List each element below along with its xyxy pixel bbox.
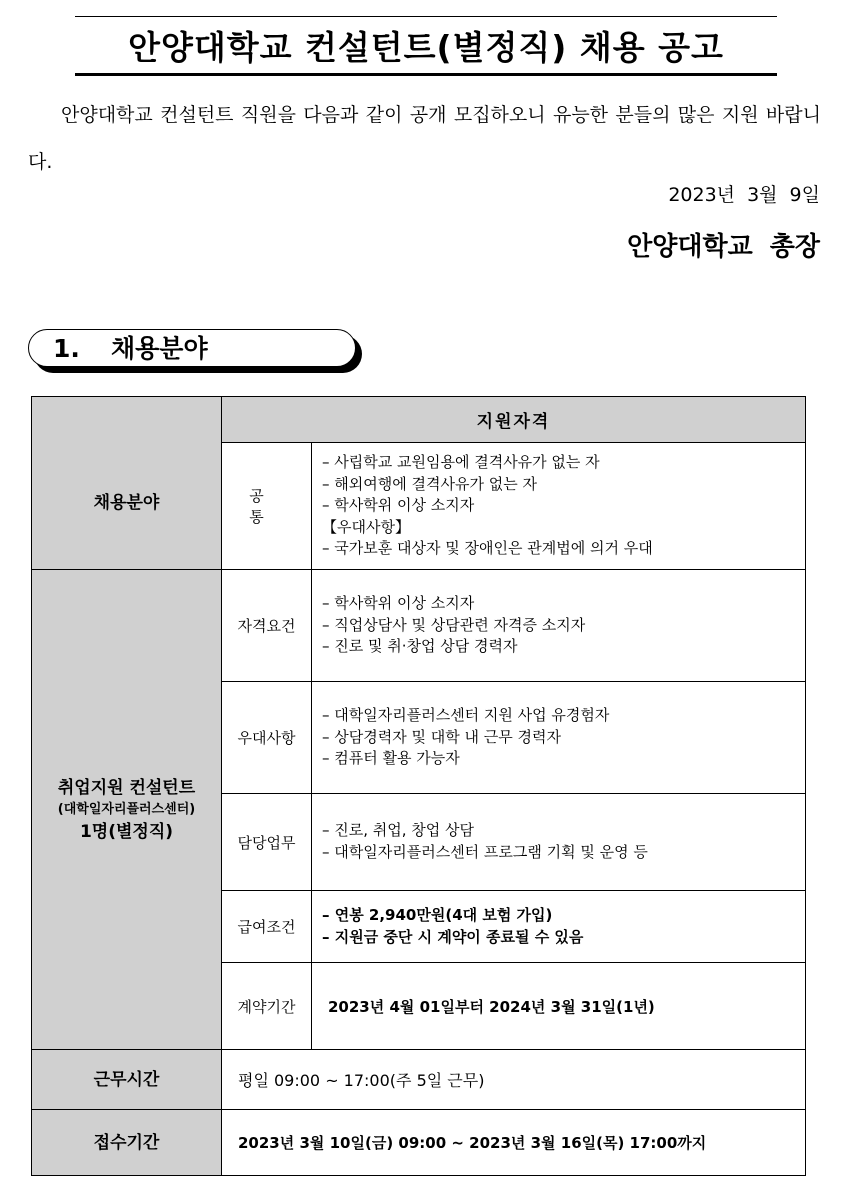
list-item: 【우대사항】 (322, 517, 410, 536)
recruitment-table (31, 396, 806, 1176)
page-title: 안양대학교 컨설턴트(별정직) 채용 공고 (128, 28, 724, 67)
application-value: 2023년 3월 10일(금) 09:00 ~ 2023년 3월 16일(목) 17:00까지 (222, 1110, 806, 1176)
list-item: – 해외여행에 결격사유가 없는 자 (322, 474, 537, 493)
field-label-cell (32, 397, 222, 570)
position-dept: (대학일자리플러스센터) (57, 801, 196, 817)
row-content (312, 794, 806, 891)
row-label: 자격요건 (222, 570, 312, 682)
list-item: – 직업상담사 및 상담관련 자격증 소지자 (322, 615, 586, 634)
list-item: – 진로, 취업, 창업 상담 (322, 821, 475, 840)
row-label: 급여조건 (222, 891, 312, 963)
position-info (32, 777, 221, 843)
list-item: – 지원금 중단 시 계약이 종료될 수 있음 (322, 927, 584, 946)
position-name: 취업지원 컨설턴트 (57, 777, 196, 798)
work-hours-value: 평일 09:00 ~ 17:00(주 5일 근무) (222, 1050, 806, 1110)
list-item: – 국가보훈 대상자 및 장애인은 관계법에 의거 우대 (322, 539, 653, 558)
list-item: – 학사학위 이상 소지자 (322, 496, 475, 515)
application-label: 접수기간 (32, 1110, 222, 1176)
signature: 안양대학교 총장 (627, 232, 820, 262)
row-content (312, 682, 806, 794)
list-item: – 대학일자리플러스센터 프로그램 기획 및 운영 등 (322, 843, 648, 861)
list-item: – 학사학위 이상 소지자 (322, 594, 475, 613)
position-count: 1명(별정직) (79, 821, 174, 842)
list-item: – 연봉 2,940만원(4대 보험 가입) (322, 905, 553, 924)
section-number: 1. (53, 334, 80, 363)
common-label: 공 통 (222, 443, 312, 570)
row-label: 우대사항 (222, 682, 312, 794)
list-item: – 상담경력자 및 대학 내 근무 경력자 (322, 727, 561, 746)
intro-paragraph: 안양대학교 컨설턴트 직원을 다음과 같이 공개 모집하오니 유능한 분들의 많은 지원 바랍니다. (28, 104, 821, 173)
position-cell (32, 570, 222, 1050)
list-item: – 사립학교 교원임용에 결격사유가 없는 자 (322, 453, 600, 472)
row-content (312, 891, 806, 963)
section-heading (28, 329, 356, 367)
list-item: – 대학일자리플러스센터 지원 사업 유경험자 (322, 706, 610, 725)
title-bottom-rule (75, 73, 777, 76)
announcement-date: 2023년 3월 9일 (668, 184, 820, 206)
qualification-header: 지원자격 (222, 397, 806, 443)
row-content (312, 570, 806, 682)
field-label: 채용분야 (93, 493, 160, 513)
list-item: – 진로 및 취·창업 상담 경력자 (322, 637, 518, 656)
row-label: 담당업무 (222, 794, 312, 891)
title-top-rule (75, 16, 777, 17)
work-hours-label: 근무시간 (32, 1050, 222, 1110)
contract-period: 2023년 4월 01일부터 2024년 3월 31일(1년) (312, 963, 806, 1050)
common-requirements (312, 443, 806, 570)
section-title: 채용분야 (111, 334, 208, 363)
row-label: 계약기간 (222, 963, 312, 1050)
list-item: – 컴퓨터 활용 가능자 (322, 749, 460, 768)
